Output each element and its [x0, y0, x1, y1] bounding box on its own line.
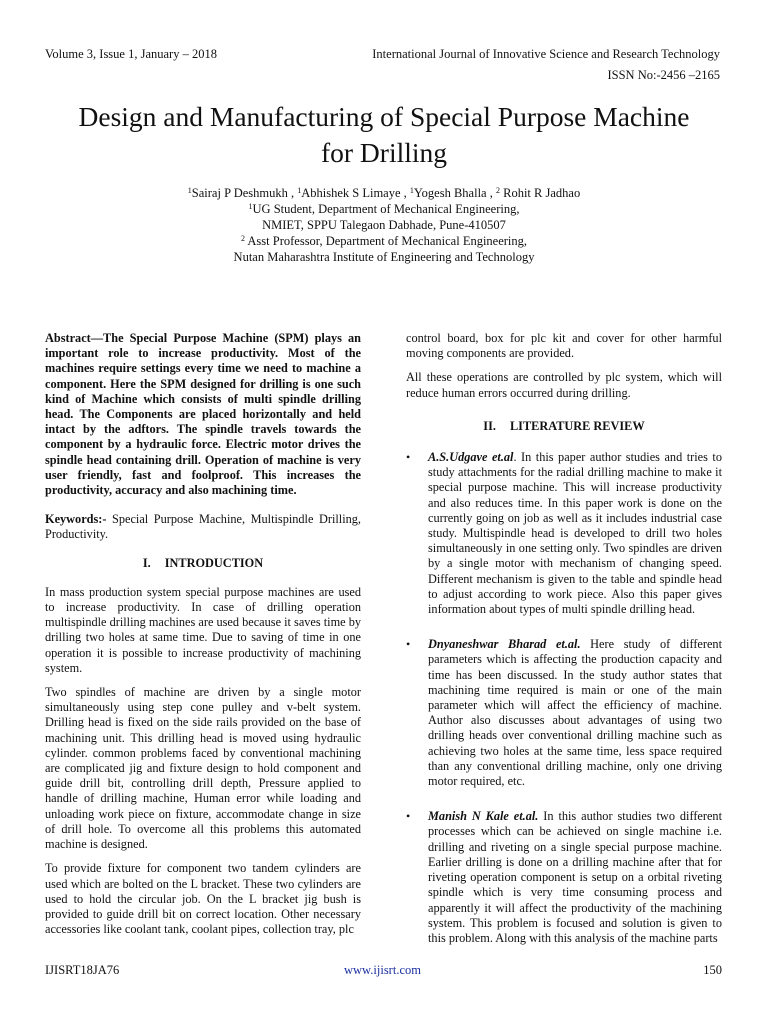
affiliation-1-line-1: UG Student, Department of Mechanical Engineering, — [252, 202, 520, 216]
author-names — [20, 185, 748, 201]
section-heading-literature-review — [406, 419, 722, 434]
title-line-2: for Drilling — [320, 137, 448, 168]
left-column — [45, 331, 361, 946]
list-item — [406, 637, 722, 789]
author-name: Sairaj P Deshmukh , — [191, 186, 298, 200]
intro-paragraph-1: In mass production system special purpose machines are used to increase productivity. In case of drilling operation multispindle drilling machines are used because it saves time by drilling two holes at same time. Due to saving of time in one operation it is possible to increase productivity of machining system. — [45, 584, 361, 675]
continued-paragraph-1: control board, box for plc kit and cover for other harmful moving components are provided. — [406, 331, 722, 361]
affiliation-sup: 2 — [240, 234, 245, 243]
list-item — [406, 450, 722, 617]
bullet-icon: • — [406, 450, 411, 465]
section-heading-introduction — [45, 556, 361, 571]
review-author: Dnyaneshwar Bharad et.al. — [428, 637, 581, 652]
affiliation-1 — [20, 201, 748, 217]
section-number: I. — [142, 555, 151, 570]
title-line-1: Design and Manufacturing of Special Purpose Machine — [78, 101, 690, 132]
author-name: Rohit R Jadhao — [499, 186, 581, 200]
list-item — [406, 809, 722, 946]
affiliation-2-line-1: Asst Professor, Department of Mechanical Engineering, — [244, 234, 528, 248]
author-sup: 2 — [495, 186, 500, 195]
abstract: Abstract—The Special Purpose Machine (SPM) plays an important role to increase productivity. Most of the machines require settings every time we need to machine a component. Here the SPM designed for drilling is one such kind of Machine which consists of multi spindle drilling head. The Components are placed horizontally and held intact by the adftors. The spindle travels towards the component by a hydraulic force. Electric motor drives the spindle head containing drill. Operation of machine is very user friendly, fast and foolproof. This increases the productivity, accuracy and also machining time. — [45, 331, 361, 498]
review-text — [428, 809, 722, 946]
section-title: INTRODUCTION — [164, 555, 264, 570]
affiliation-2 — [20, 233, 748, 249]
author-sup: 1 — [297, 186, 302, 195]
affiliation-2-line-2: Nutan Maharashtra Institute of Engineering and Technology — [233, 250, 535, 264]
author-name: Yogesh Bhalla , — [413, 186, 496, 200]
review-text — [428, 450, 722, 617]
review-body: . In this paper author studies and tries to study attachments for the radial drilling machine to make it special purpose machine. This will increase productivity and also reduces time. In this paper work is done on the currently going on job as well as it includes industrial case study. Multispindle head is developed to drill two holes simultaneously in one setting only. Two spindles are driven by a single motor with mechanism of changing speed. Different mechanism is given to the table and spindle head to adjust according to work piece. Also this paper gives information about types of multi spindle drilling head. — [428, 450, 722, 617]
paper-id: IJISRT18JA76 — [45, 963, 120, 977]
page-number: 150 — [703, 963, 722, 977]
bullet-icon: • — [406, 637, 411, 652]
review-author: Manish N Kale et.al. — [428, 809, 539, 824]
journal-website-link[interactable]: www.ijisrt.com — [344, 963, 421, 977]
affiliation-1-line-2: NMIET, SPPU Talegaon Dabhade, Pune-410507 — [262, 218, 506, 232]
author-sup: 1 — [187, 186, 192, 195]
keywords-text: Special Purpose Machine, Multispindle Drilling, Productivity. — [45, 512, 361, 542]
volume-info: Volume 3, Issue 1, January – 2018 — [45, 47, 217, 61]
keywords-label: Keywords:- — [45, 512, 107, 527]
section-title: LITERATURE REVIEW — [509, 418, 645, 433]
continued-paragraph-2: All these operations are controlled by plc system, which will reduce human errors occurred during drilling. — [406, 370, 722, 400]
author-block — [20, 185, 748, 265]
bullet-icon: • — [406, 809, 411, 824]
intro-paragraph-3: To provide fixture for component two tandem cylinders are used which are bolted on the L bracket. These two cylinders are used to hold the circular job. On the L bracket jig bush is provided to guide drill bit on correct location. Other necessary accessories like coolant tank, coolant pipes, collection tray, plc — [45, 861, 361, 937]
author-name: Abhishek S Limaye , — [301, 186, 410, 200]
review-author: A.S.Udgave et.al — [428, 450, 514, 465]
journal-name: International Journal of Innovative Science and Research Technology — [372, 47, 720, 61]
paper-title — [20, 99, 748, 171]
issn: ISSN No:-2456 –2165 — [607, 68, 720, 82]
section-number: II. — [483, 418, 496, 433]
review-text — [428, 637, 722, 789]
author-sup: 1 — [409, 186, 414, 195]
keywords — [45, 512, 361, 542]
review-body: In this author studies two different processes which can be achieved on single machine i.e. drilling and riveting on a single special purpose machine. Earlier drilling is done on a drilling machine after that for riveting operation component is setup on a orbital riveting spindle which is very time consuming process and apparently it will affect the productivity of the machining system. This problem is focused and solution is given to this problem. Along with this analysis of the machine parts — [428, 809, 722, 945]
intro-paragraph-2: Two spindles of machine are driven by a single motor simultaneously using step cone pulley and v-belt system. Drilling head is fixed on the side rails provided on the base of machining unit. This drilling head is moved using hydraulic cylinder. common problems faced by conventional machining are complicated jig and fixture design to hold component and guide drill bit, controlling drill depth, Pressure applied to handle of drilling machine, Human error while loading and unloading work piece on fixture, accommodate change in size of drill hole. To overcome all this problems this automated machine is designed. — [45, 685, 361, 852]
right-column — [406, 331, 722, 966]
affiliation-sup: 1 — [248, 202, 253, 211]
review-body: Here study of different parameters which is affecting the production capacity and time has been discussed. In the study author states that machining time required is main or one of the main parameter which will affect the efficiency of machine. Author also discusses about advantages of using two drilling heads over conventional drilling machine such as achieving two holes at the same time, less space required than any conventional drilling machine, only one driving motor required, etc. — [428, 637, 722, 789]
